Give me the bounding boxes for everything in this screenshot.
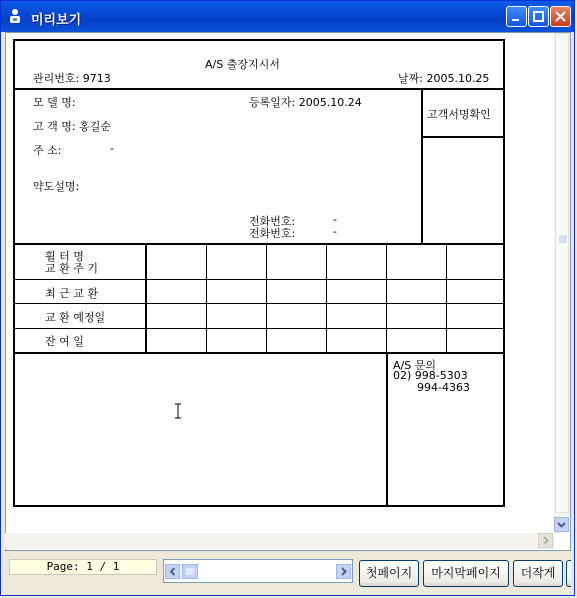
vertical-scrollbar[interactable] [554, 33, 570, 533]
phone2-label: 전화번호: [249, 227, 296, 240]
close-button[interactable] [550, 6, 571, 27]
grid-line [446, 243, 447, 353]
customer-name: 고 객 명: 홍길순 [33, 120, 111, 133]
service-order-form [13, 39, 505, 507]
window-title: 미리보기 [31, 13, 82, 28]
page-indicator: Page: 1 / 1 [9, 559, 157, 575]
horizontal-scrollbar[interactable] [5, 533, 554, 549]
report-date: 날짜: 2005.10.25 [398, 72, 490, 85]
grid-line [15, 303, 503, 304]
filter-name-label: 휠 터 명 [45, 250, 84, 263]
customer-signature-label: 고객서명확인 [427, 108, 491, 121]
slider-left-button[interactable] [165, 564, 180, 579]
slider-thumb[interactable] [182, 564, 198, 579]
maximize-icon [529, 7, 548, 26]
scroll-down-button[interactable] [554, 517, 569, 532]
divider [386, 352, 388, 507]
divider [421, 88, 423, 243]
chevron-down-icon [555, 518, 568, 531]
text-cursor-icon [173, 403, 183, 419]
divider [421, 136, 503, 138]
slider-right-button[interactable] [336, 564, 351, 579]
management-number: 관리번호: 9713 [33, 72, 111, 85]
scheduled-replace-label: 교 환 예정일 [45, 311, 106, 324]
minimize-button[interactable] [506, 6, 527, 27]
scroll-thumb[interactable] [555, 33, 569, 513]
grip-icon [183, 565, 197, 578]
title-bar[interactable] [1, 1, 574, 32]
phone1-value: - [333, 213, 337, 226]
divider [15, 243, 503, 245]
first-page-button[interactable]: 첫페이지 [359, 560, 419, 587]
remaining-days-label: 잔 여 일 [45, 335, 84, 348]
replace-cycle-label: 교 환 주 기 [45, 262, 98, 275]
grid-line [206, 243, 207, 353]
app-icon [8, 8, 22, 24]
report-heading: A/S 출장지시서 [205, 58, 280, 71]
last-page-button[interactable]: 마지막페이지 [423, 560, 509, 587]
grid-line [326, 243, 327, 353]
grid-line [15, 328, 503, 329]
close-icon [551, 7, 570, 26]
status-bar [5, 553, 571, 593]
grid-line [15, 279, 503, 280]
as-phone-1: 02) 998-5303 [393, 369, 468, 382]
chevron-right-icon [539, 534, 552, 547]
grip-icon [557, 234, 569, 244]
scroll-right-button[interactable] [538, 533, 553, 548]
divider [145, 243, 147, 353]
map-description-label: 약도설명: [33, 180, 80, 193]
as-inquiry-title: A/S 문의 [393, 359, 436, 372]
as-phone-2: 994-4363 [417, 381, 470, 394]
more-button[interactable] [566, 560, 571, 587]
phone2-value: - [333, 225, 337, 238]
divider [15, 352, 503, 354]
chevron-left-icon [166, 565, 179, 578]
grid-line [386, 243, 387, 353]
zoom-out-button[interactable]: 더작게 [513, 560, 563, 587]
address-label: 주 소: [33, 144, 62, 157]
maximize-button[interactable] [528, 6, 549, 27]
page-slider[interactable] [163, 559, 353, 583]
phone1-label: 전화번호: [249, 215, 296, 228]
model-label: 모 델 명: [33, 96, 76, 109]
recent-replace-label: 최 근 교 환 [45, 287, 98, 300]
minimize-icon [507, 7, 526, 26]
registration-date: 등록일자: 2005.10.24 [249, 96, 362, 109]
divider [15, 88, 503, 90]
chevron-right-icon [337, 565, 350, 578]
grid-line [266, 243, 267, 353]
address-value: - [110, 142, 114, 155]
